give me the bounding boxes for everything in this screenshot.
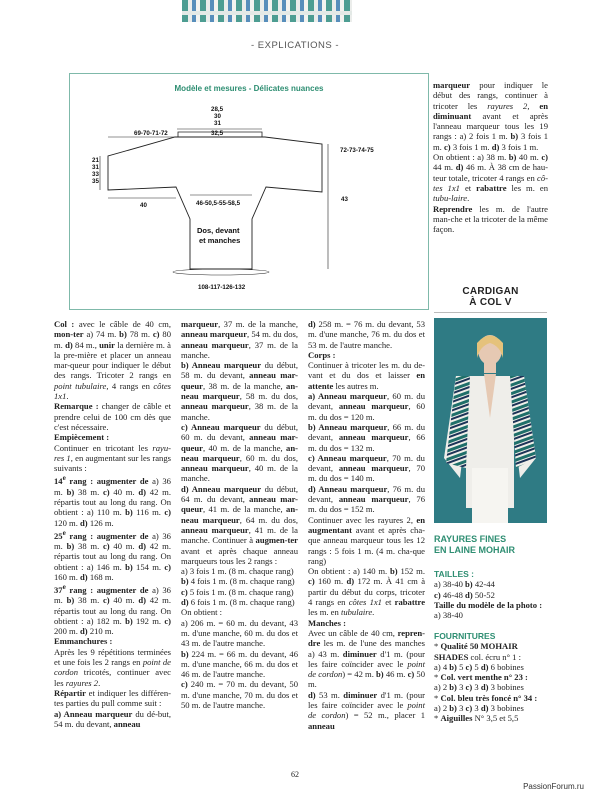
paragraph: On obtient : a) 38 m. b) 40 m. c) 44 m. d) 46 m. À 38 cm de hau-teur totale, tricoter 4 rangs en cô-tes 1x1 et rabattre les m. en tubu-laire. [433, 152, 548, 204]
paragraph: d) Anneau marqueur, 76 m. du devant, anneau marqueur, 76 m. du dos = 152 m. [308, 483, 425, 515]
supplies-block [434, 631, 547, 724]
paragraph: marqueur, 37 m. de la manche, anneau marqueur, 54 m. du dos, anneau marqueur, 37 m. de la manche. [181, 319, 298, 360]
supplies-label: FOURNITURES [434, 631, 496, 641]
supply-item: * Col. vert menthe n° 23 : a) 2 b) 3 c) 3 d) 3 bobines [434, 672, 528, 693]
supplies-list [434, 641, 547, 723]
paragraph: 37e rang : augmenter de a) 36 m. b) 38 m. c) 40 m. d) 42 m. répartis tout au long du rang. On obtient : a) 182 m. b) 192 m. c) 200 m. d) 210 m. [54, 583, 171, 637]
paragraph: Avec un câble de 40 cm, repren-dre les m. de l'une des manches a) 43 m. diminuer d'1 m. (pour les faire coïncider avec le point de cordon) = 42 m. b) 46 m. c) 50 m. [308, 627, 425, 690]
model-photo [434, 318, 547, 523]
paragraph: a) Anneau marqueur, 60 m. du devant, anneau marqueur, 60 m. du dos = 120 m. [308, 391, 425, 422]
paragraph: c) Anneau marqueur du début, 60 m. du devant, anneau mar-queur, 40 m. de la manche, an-neau marqueur, 60 m. du dos, anneau marqueur, 40 m. de la manche. [181, 421, 299, 484]
paragraph: b) Anneau marqueur du début, 58 m. du devant, anneau mar-queur, 38 m. de la manche, an-neau marqueur, 58 m. du dos, anneau marqueur, 38 m. de la manche. [181, 360, 299, 422]
paragraph: Col : avec le câble de 40 cm, mon-ter a) 74 m. b) 78 m. c) 80 m. d) 84 m., unir la dernière m. à la pre-mière et placer un anneau mar-queur pour indiquer le début des rangs. Tricoter 2 rangs en point tubulaire, 4 rangs en côtes 1x1. [54, 319, 172, 402]
paragraph: Reprendre les m. de l'autre man-che et la tricoter de la même façon. [433, 203, 549, 235]
paragraph: Continuer en tricotant les rayu-res 1, en augmentant sur les rangs suivants : [54, 442, 171, 474]
watermark: PassionForum.ru [523, 782, 584, 791]
paragraph: Empiècement : [54, 432, 110, 443]
paragraph: a) 3 fois 1 m. (8 m. chaque rang) b) 4 fois 1 m. (8 m. chaque rang) c) 5 fois 1 m. (8 m. chaque rang) d) 6 fois 1 m. (8 m. chaque rang) [181, 566, 295, 608]
left-height-1: 21 [92, 157, 99, 164]
title-line-2: À COL V [469, 297, 512, 308]
left-bottom: 40 [140, 202, 147, 209]
title-line-1: CARDIGAN [462, 286, 519, 297]
paragraph: Continuer à tricoter les m. du de-vant et du dos et laisser en attente les autres m. [308, 360, 425, 391]
section-title: - EXPLICATIONS - [250, 40, 340, 51]
right-side: 43 [341, 196, 348, 203]
paragraph: 25e rang : augmenter de a) 36 m. b) 38 m. c) 40 m. d) 42 m. répartis tout au long du rang. On obtient : a) 146 m. b) 154 m. c) 160 m. d) 168 m. [54, 528, 171, 582]
width-left: 69-70-71-72 [134, 130, 168, 137]
top-size-1: 28,5 [211, 106, 224, 113]
inner-sizes: 46-50,5-55-58,5 [196, 200, 241, 207]
paragraph: c) 240 m. = 70 m. du devant, 50 m. d'une manche, 70 m. du dos et 50 m. de l'autre manche. [181, 679, 298, 710]
measurement-diagram [69, 73, 429, 310]
sizes-text: a) 38-40 b) 42-44 c) 46-48 d) 50-52 [434, 579, 495, 600]
text-column-1 [54, 319, 171, 729]
paragraph: Manches : [308, 617, 346, 628]
piece-label-1: Dos, devant [197, 226, 240, 235]
paragraph: a) 206 m. = 60 m. du devant, 43 m. d'une manche, 60 m. du dos et 43 m. de l'autre manche. [181, 617, 298, 649]
right-heights: 72-73-74-75 [340, 147, 374, 154]
paragraph: Continuer avec les rayures 2, en augmentant avant et après cha-que anneau marqueur tous les 12 rangs : 5 fois 1 m. (4 m. cha-que rang) [308, 514, 425, 566]
top-size-3: 31 [214, 120, 221, 127]
text-column-2 [181, 319, 298, 710]
pattern-card-title [434, 286, 547, 308]
knit-stripes-header-image [182, 0, 352, 22]
paragraph: a) Anneau marqueur du dé-but, 54 m. du devant, anneau [54, 708, 171, 729]
text-column-3 [308, 319, 425, 731]
model-size-value: a) 38-40 [434, 610, 463, 621]
paragraph: b) 224 m. = 66 m. du devant, 46 m. d'une manche, 66 m. du dos et 46 m. de l'autre manche. [181, 648, 298, 680]
paragraph: Remarque : changer de câble et prendre celui de 100 cm dès que c'est nécessaire. [54, 401, 171, 432]
paragraph: On obtient : a) 140 m. b) 152 m. c) 160 m. d) 172 m. À 41 cm à partir du début du corps, tricoter 4 rangs en côtes 1x1 et rabattre les m. en tubulaire. [308, 566, 426, 618]
diagram-title: Modèle et mesures - Délicates nuances [174, 84, 324, 93]
left-height-3: 33 [92, 171, 99, 178]
paragraph: d) Anneau marqueur du début, 64 m. du devant, anneau mar-queur, 41 m. de la manche, an-neau marqueur, 64 m. du dos, anneau marqueur, 41 m. de la manche. Continuer à augmen-ter avant et après chaque anneau marqueurs tous les 2 rangs : [181, 483, 299, 566]
headline-line-1: RAYURES FINES [434, 534, 507, 544]
dim-bottom-ellipse [173, 269, 269, 275]
paragraph: marqueur pour indiquer le début des rangs, continuer à tricoter les rayures 2, en diminuant avant et après l'anneau marqueur tous les 19 rangs : a) 2 fois 1 m. b) 3 fois 1 m. c) 3 fois 1 m. d) 3 fois 1 m. [433, 80, 548, 152]
supply-item: * Aiguilles N° 3,5 et 5,5 [434, 713, 519, 724]
paragraph: d) 258 m. = 76 m. du devant, 53 m. d'une manche, 76 m. du dos et 53 m. de l'autre manche. [308, 319, 425, 350]
supply-item: * Qualité 50 MOHAIR SHADES col. écru n° 1 : a) 4 b) 5 c) 5 d) 6 bobines [434, 641, 524, 672]
page-number: 62 [291, 770, 299, 779]
garment-schematic [70, 74, 428, 309]
paragraph: 14e rang : augmenter de a) 36 m. b) 38 m. c) 40 m. d) 42 m. répartis tout au long du rang. On obtient : a) 110 m. b) 116 m. c) 120 m. d) 126 m. [54, 474, 171, 528]
paragraph: Emmanchures : [54, 636, 113, 647]
paragraph: Corps : [308, 349, 336, 360]
paragraph: d) 53 m. diminuer d'1 m. (pour les faire coïncider avec le point de cordon) = 52 m., placer 1 anneau [308, 689, 426, 731]
title-divider [434, 312, 547, 313]
paragraph: On obtient : [181, 607, 223, 618]
model-illustration [434, 318, 547, 523]
sizes-label: TAILLES : [434, 569, 474, 579]
top-size-4: 32,5 [211, 130, 224, 137]
headline-line-2: EN LAINE MOHAIR [434, 544, 515, 555]
left-height-2: 31 [92, 164, 99, 171]
piece-label-2: et manches [199, 236, 241, 245]
sizes-block [434, 569, 547, 620]
paragraph: c) Anneau marqueur, 70 m. du devant, anneau marqueur, 70 m. du dos = 140 m. [308, 452, 425, 484]
paragraph: b) Anneau marqueur, 66 m. du devant, anneau marqueur, 66 m. du dos = 132 m. [308, 421, 425, 453]
bottom-sizes: 108-117-126-132 [198, 284, 246, 291]
top-size-2: 30 [214, 113, 221, 120]
model-size-label: Taille du modèle de la photo : [434, 599, 543, 610]
text-column-4 [433, 80, 548, 234]
supply-item: * Col. bleu très foncé n° 34 : a) 2 b) 3 c) 3 d) 3 bobines [434, 692, 538, 714]
pattern-headline [434, 534, 547, 555]
paragraph: Après les 9 répétitions terminées et une fois les 2 rangs en point de cordon tricotés, continuer avec les rayures 2. [54, 646, 171, 688]
paragraph: Répartir et indiquer les différen-tes parties du pull comme suit : [54, 687, 171, 709]
left-height-4: 35 [92, 178, 99, 185]
